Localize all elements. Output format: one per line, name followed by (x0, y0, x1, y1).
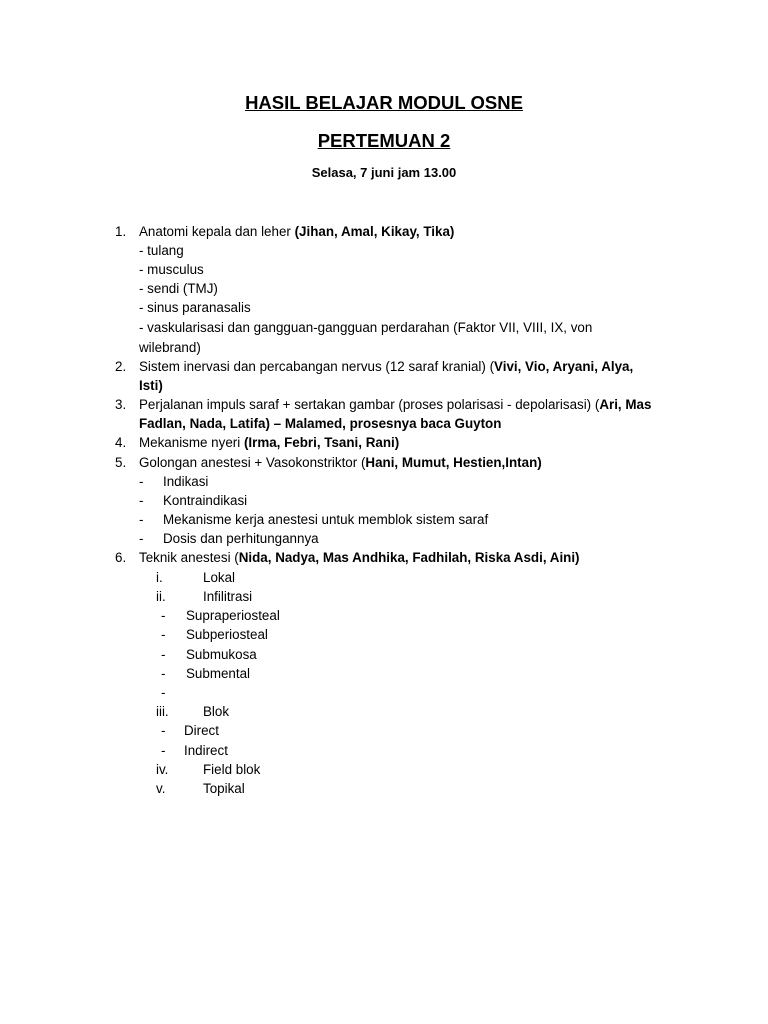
document-subtitle: PERTEMUAN 2 (317, 130, 451, 151)
sub-item: - musculus (139, 262, 204, 277)
sub-item: Indirect (184, 743, 228, 758)
item-number: 3. (115, 397, 127, 412)
sub-item-dash: - (139, 474, 144, 489)
item-group-names-continued: Fadlan, Nada, Latifa) – Malamed, prosesnya baca Guyton (139, 416, 502, 431)
item-number: 1. (115, 224, 127, 239)
document-title: HASIL BELAJAR MODUL OSNE (245, 92, 523, 113)
item-topic: Teknik anestesi ( (139, 550, 239, 565)
item-group-names: Hani, Mumut, Hestien,Intan) (365, 455, 542, 470)
sub-item: - vaskularisasi dan gangguan-gangguan perdarahan (Faktor VII, VIII, IX, von (139, 320, 593, 335)
sub-item-dash: - (161, 627, 166, 642)
sub-item: Indikasi (163, 474, 209, 489)
sub-item: Submental (186, 666, 251, 681)
item-topic: Sistem inervasi dan percabangan nervus (12 saraf kranial) ( (139, 359, 495, 374)
technique-item: Infilitrasi (203, 589, 253, 604)
item-text (139, 433, 399, 452)
roman-numeral: i. (156, 570, 163, 585)
item-group-names: Nida, Nadya, Mas Andhika, Fadhilah, Riska Asdi, Aini) (238, 550, 580, 565)
roman-numeral: ii. (156, 589, 166, 604)
item-text (139, 453, 542, 472)
sub-item-dash: - (139, 531, 144, 546)
item-text (139, 222, 454, 241)
sub-item: - sinus paranasalis (139, 300, 251, 315)
sub-item: Submukosa (186, 647, 257, 662)
item-text (139, 357, 633, 376)
technique-item: Field blok (203, 762, 261, 777)
meeting-date: Selasa, 7 juni jam 13.00 (311, 165, 457, 180)
sub-item-continuation: wilebrand) (139, 340, 201, 355)
sub-item: - sendi (TMJ) (139, 281, 218, 296)
sub-item-dash: - (161, 685, 166, 700)
sub-item: Kontraindikasi (163, 493, 248, 508)
item-number: 2. (115, 359, 127, 374)
sub-item-dash: - (161, 723, 166, 738)
item-text (139, 548, 580, 567)
item-text (139, 395, 651, 414)
roman-numeral: iv. (156, 762, 169, 777)
item-group-names: Vivi, Vio, Aryani, Alya, (494, 359, 634, 374)
item-number: 4. (115, 435, 127, 450)
roman-numeral: iii. (156, 704, 169, 719)
technique-item: Topikal (203, 781, 245, 796)
sub-item-dash: - (139, 493, 144, 508)
item-number: 6. (115, 550, 127, 565)
item-topic: Mekanisme nyeri (139, 435, 244, 450)
sub-item: Dosis dan perhitungannya (163, 531, 319, 546)
sub-item-dash: - (139, 512, 144, 527)
technique-item: Lokal (203, 570, 236, 585)
technique-item: Blok (203, 704, 230, 719)
roman-numeral: v. (156, 781, 166, 796)
sub-item-dash: - (161, 666, 166, 681)
sub-item: Supraperiosteal (186, 608, 280, 623)
sub-item-dash: - (161, 743, 166, 758)
item-group-names-continued: Isti) (139, 378, 163, 393)
item-topic: Perjalanan impuls saraf + sertakan gambar (proses polarisasi - depolarisasi) ( (139, 397, 600, 412)
sub-item: - tulang (139, 243, 184, 258)
sub-item: Subperiosteal (186, 627, 268, 642)
item-group-names: (Irma, Febri, Tsani, Rani) (243, 435, 400, 450)
item-group-names: (Jihan, Amal, Kikay, Tika) (294, 224, 455, 239)
sub-item-dash: - (161, 647, 166, 662)
item-topic: Anatomi kepala dan leher (139, 224, 295, 239)
sub-item: Direct (184, 723, 219, 738)
sub-item: Mekanisme kerja anestesi untuk memblok sistem saraf (163, 512, 489, 527)
sub-item-dash: - (161, 608, 166, 623)
item-group-names: Ari, Mas (599, 397, 652, 412)
item-number: 5. (115, 455, 127, 470)
item-topic: Golongan anestesi + Vasokonstriktor ( (139, 455, 366, 470)
